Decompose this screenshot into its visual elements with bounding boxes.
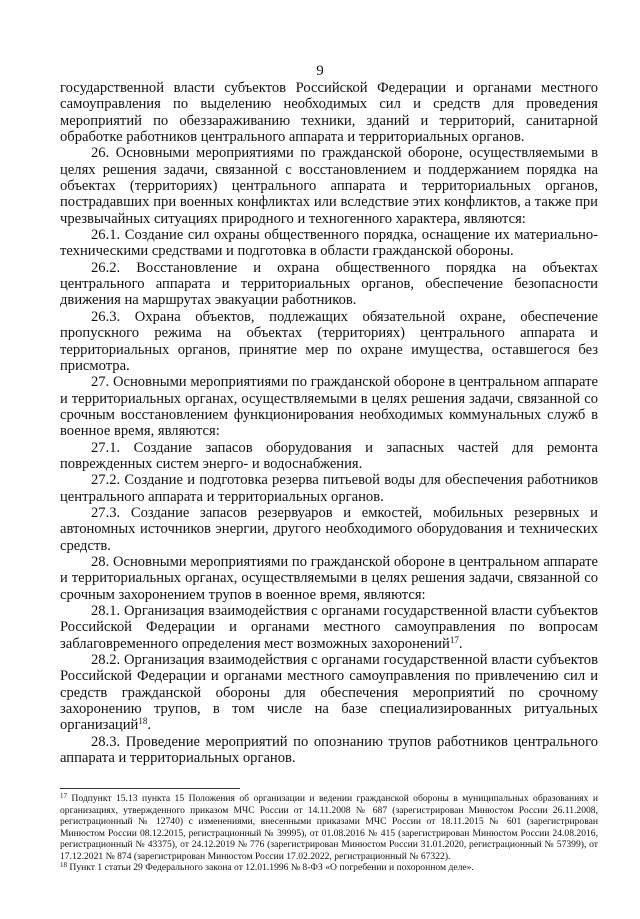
footnote-ref-18[interactable]: 18 (138, 716, 148, 727)
footnote-ref-17[interactable]: 17 (449, 634, 459, 645)
document-body (60, 80, 598, 766)
paragraph-27: 27. Основными мероприятиями по гражданской обороне в центральном аппарате и территориальных органах, осуществляемыми в целях решения задачи, связанной со срочным восстановлением функционирования необходимых коммунальных служб в военное время, являются: (60, 374, 598, 440)
paragraph-28-2 (60, 652, 598, 734)
paragraph-continuation: государственной власти субъектов Российской Федерации и органами местного самоуправления по выделению необходимых сил и средств для проведения мероприятий по обеззараживанию техники, зданий и территорий, санитарной обработке работников центрального аппарата и территориальных органов. (60, 80, 598, 146)
paragraph-26-2: 26.2. Восстановление и охрана общественного порядка на объектах центрального аппарата и территориальных органов, обеспечение безопасности движения на маршрутах эвакуации работников. (60, 259, 598, 309)
paragraph-27-1: 27.1. Создание запасов оборудования и запасных частей для ремонта поврежденных систем энерго- и водоснабжения. (60, 439, 598, 472)
footnote-mark: 17 (60, 792, 67, 800)
paragraph-27-2: 27.2. Создание и подготовка резерва питьевой воды для обеспечения работников центрального аппарата и территориальных органов. (60, 472, 598, 505)
paragraph-26-1: 26.1. Создание сил охраны общественного порядка, оснащение их материально-техническими средствами и подготовка в области гражданской обороны. (60, 227, 598, 260)
paragraph-end: . (458, 635, 463, 652)
footnote-divider (60, 788, 240, 789)
paragraph-27-3: 27.3. Создание запасов резервуаров и емкостей, мобильных резервных и автономных источников энергии, другого необходимого оборудования и технических средств. (60, 504, 598, 554)
footnotes (60, 793, 598, 874)
footnote-mark: 18 (60, 861, 67, 869)
footnote-text: Пункт 1 статьи 29 Федерального закона от 12.01.1996 № 8-ФЗ «О погребении и похоронном деле». (67, 862, 474, 873)
page-number: 9 (316, 63, 324, 79)
footnote-18 (60, 862, 598, 874)
paragraph-28: 28. Основными мероприятиями по гражданской обороне в центральном аппарате и территориальных органах, осуществляемыми в целях решения задачи, связанной со срочным захоронением трупов в военное время, являются: (60, 553, 598, 603)
paragraph-28-3: 28.3. Проведение мероприятий по опознанию трупов работников центрального аппарата и территориальных органов. (60, 733, 598, 767)
footnote-text: Подпункт 15.13 пункта 15 Положения об организации и ведении гражданской обороны в муниципальных образованиях и организациях, утвержденного приказом МЧС России от 14.11.2008 № 687 (зарегистрирован Минюстом России 26.11.2008, регистрационный № 12740) с изменениями, внесенными приказами МЧС России от 18.11.2015 № 601 (зарегистрирован Минюстом России 08.12.2015, регистрационный № 39995), от 01.08.2016 № 415 (зарегистрирован Минюстом России 24.08.2016, регистрационный № 43375), от 24.12.2019 № 776 (зарегистрирован Минюстом России 31.01.2020, регистрационный № 57399), от 17.12.2021 № 874 (зарегистрирован Минюстом России 17.02.2022, регистрационный № 67322). (60, 793, 598, 862)
paragraph-text: 28.1. Организация взаимодействия с органами государственной власти субъектов Российской Федерации и органами местного самоуправления по вопросам заблаговременного определения мест возможных захоронений (60, 603, 598, 652)
paragraph-end: . (147, 717, 152, 734)
footnote-17 (60, 793, 598, 862)
paragraph-26: 26. Основными мероприятиями по гражданской обороне, осуществляемыми в целях решения задачи, связанной с восстановлением и поддержанием порядка на объектах (территориях) центрального аппарата и территориальных органов, пострадавших при военных конфликтах или вследствие этих конфликтов, а также при чрезвычайных ситуациях природного и техногенного характера, являются: (60, 145, 598, 227)
paragraph-text: 28.2. Организация взаимодействия с органами государственной власти субъектов Российской Федерации и органами местного самоуправления по привлечению сил и средств гражданской обороны для обеспечения мероприятий по срочному захоронению трупов, в том числе на базе специализированных ритуальных организаций (60, 652, 598, 734)
paragraph-28-1 (60, 603, 598, 652)
paragraph-26-3: 26.3. Охрана объектов, подлежащих обязательной охране, обеспечение пропускного режима на объектах (территориях) центрального аппарата и территориальных органов, принятие мер по охране имущества, оставшегося без присмотра. (60, 308, 598, 374)
